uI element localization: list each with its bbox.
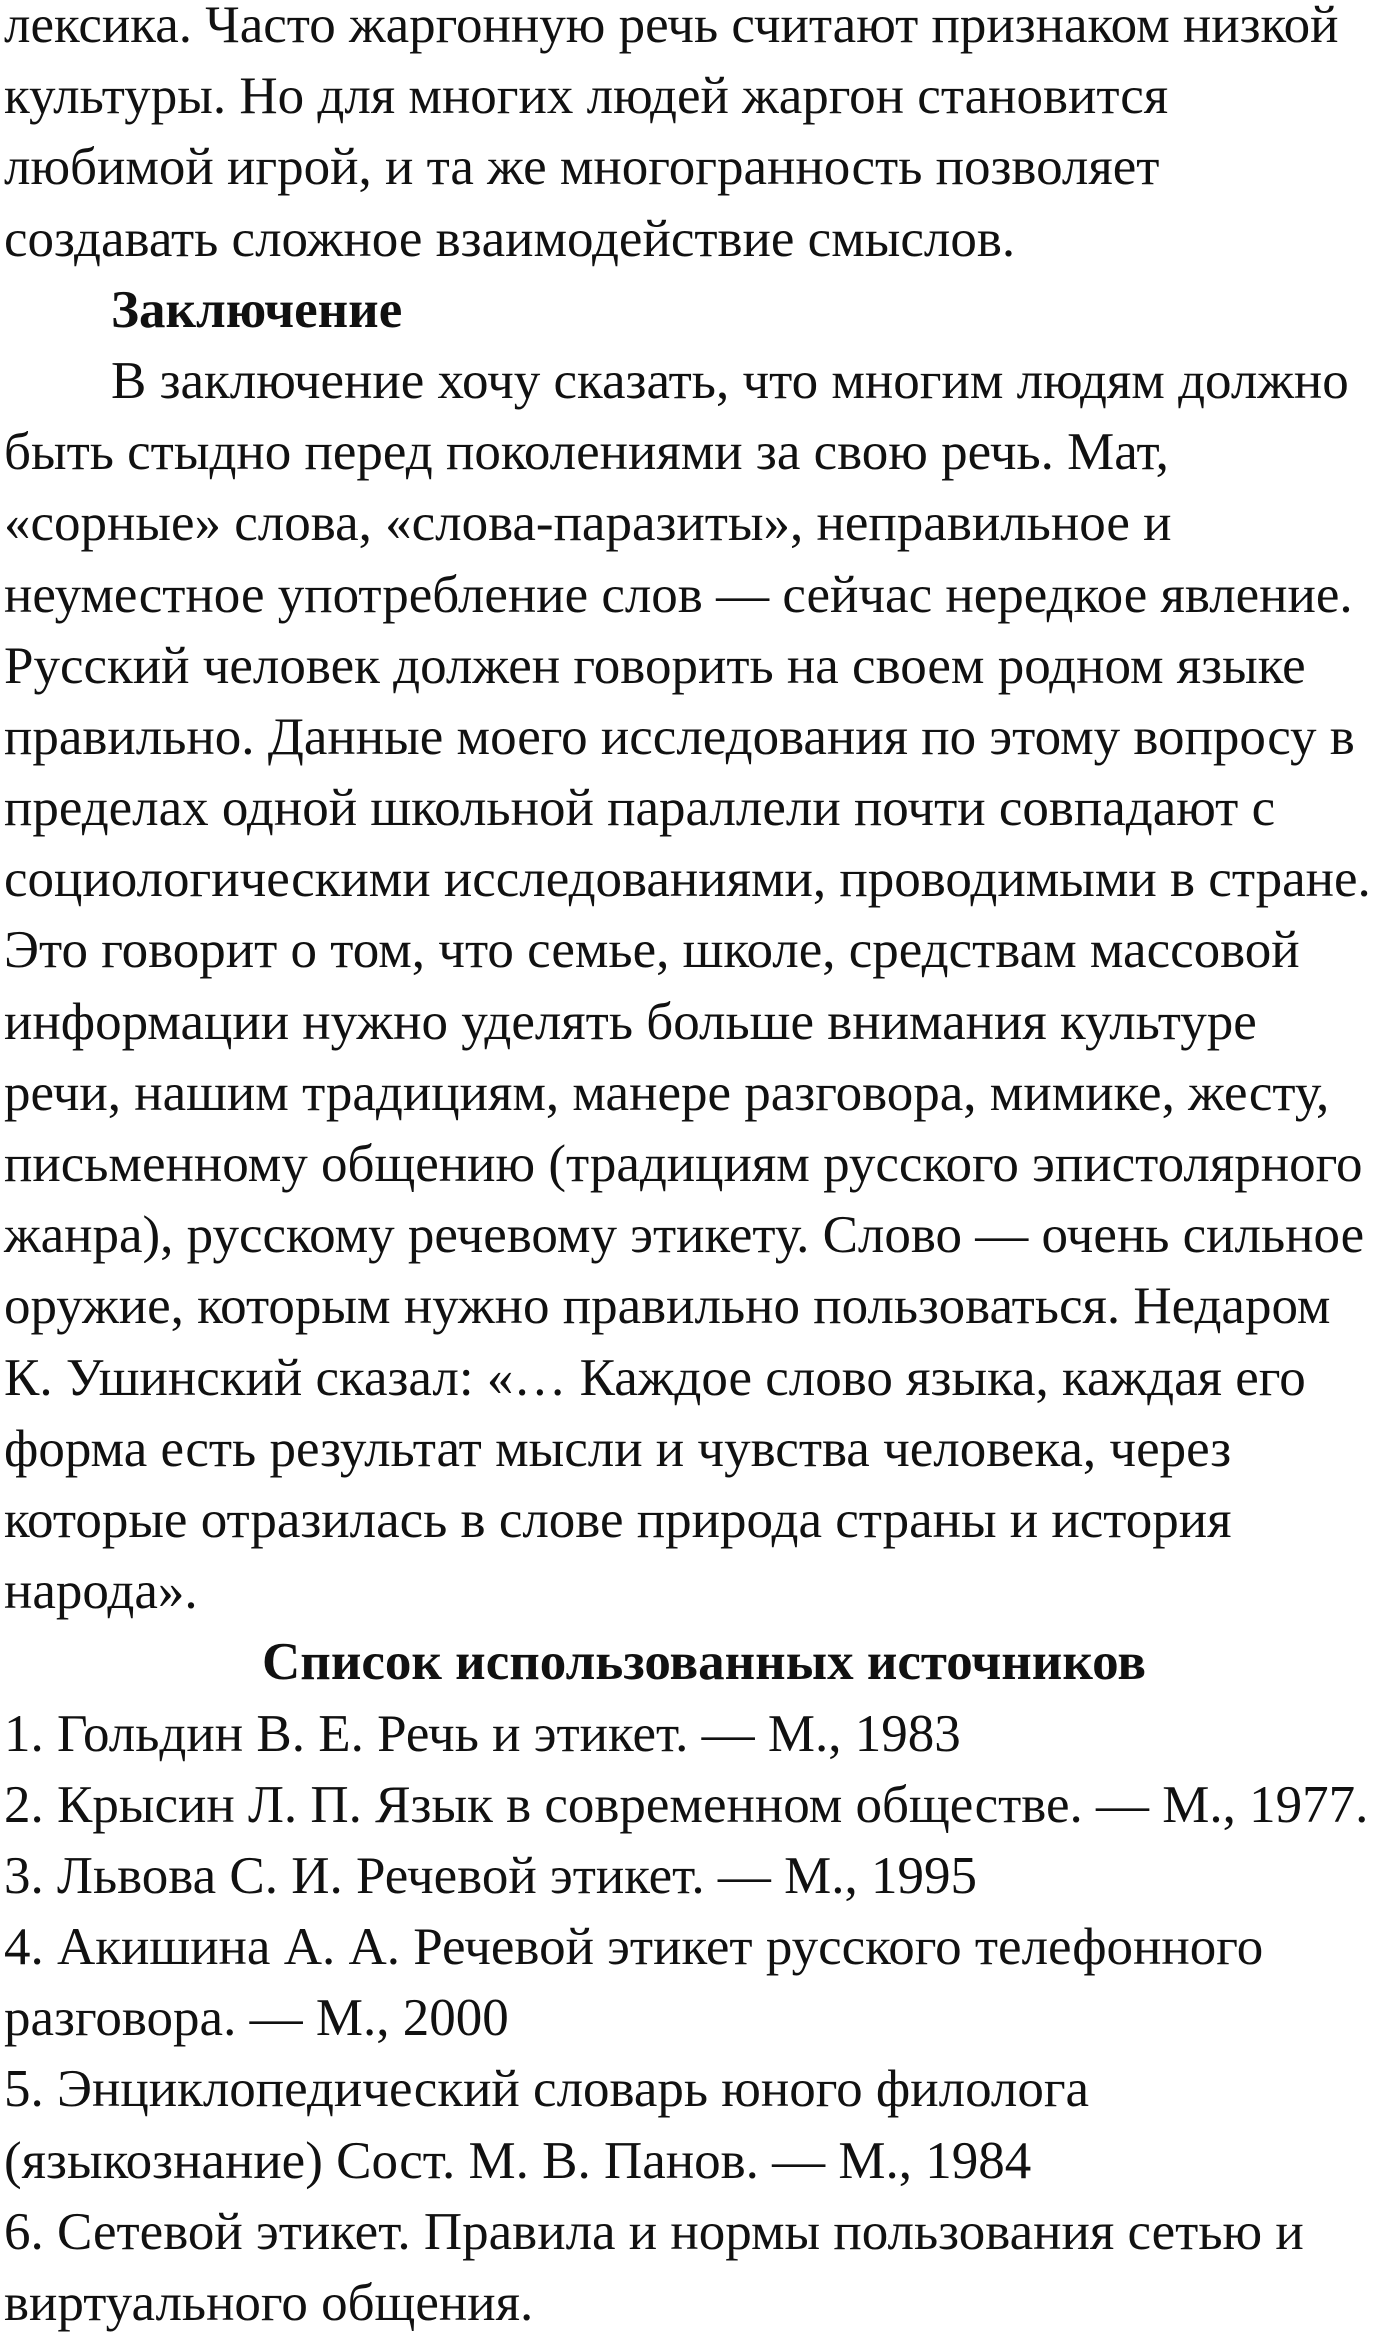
text-line: пределах одной школьной параллели почти совпадают с	[4, 773, 1394, 844]
reference-item-continuation: разговора. — М., 2000	[4, 1983, 1394, 2054]
text-line: оружие, которым нужно правильно пользоваться. Недаром	[4, 1271, 1394, 1342]
reference-item: 4. Акишина А. А. Речевой этикет русского телефонного	[4, 1912, 1394, 1983]
reference-item: 6. Сетевой этикет. Правила и нормы пользования сетью и	[4, 2197, 1394, 2268]
text-line: создавать сложное взаимодействие смыслов.	[4, 204, 1394, 275]
text-line: письменному общению (традициям русского эпистолярного	[4, 1129, 1394, 1200]
conclusion-heading: Заключение	[4, 275, 1394, 346]
reference-item: 1. Гольдин В. Е. Речь и этикет. — М., 1983	[4, 1699, 1394, 1770]
text-line: правильно. Данные моего исследования по этому вопросу в	[4, 702, 1394, 773]
text-line: культуры. Но для многих людей жаргон становится	[4, 61, 1394, 132]
text-line: жанра), русскому речевому этикету. Слово — очень сильное	[4, 1200, 1394, 1271]
text-line: социологическими исследованиями, проводимыми в стране.	[4, 844, 1394, 915]
text-line: любимой игрой, и та же многогранность позволяет	[4, 132, 1394, 203]
reference-item: 5. Энциклопедический словарь юного филолога	[4, 2054, 1394, 2125]
reference-item-continuation: виртуального общения.	[4, 2268, 1394, 2339]
references-heading: Список использованных источников	[4, 1627, 1400, 1698]
text-line: Это говорит о том, что семье, школе, средствам массовой	[4, 915, 1394, 986]
text-line: «сорные» слова, «слова-паразиты», неправильное и	[4, 488, 1394, 559]
intro-paragraph-end	[4, 0, 1394, 275]
text-line: лексика. Часто жаргонную речь считают признаком низкой	[4, 0, 1394, 61]
text-line: народа».	[4, 1556, 1394, 1627]
text-line: К. Ушинский сказал: «… Каждое слово языка, каждая его	[4, 1343, 1394, 1414]
text-line: быть стыдно перед поколениями за свою речь. Мат,	[4, 417, 1394, 488]
text-line: неуместное употребление слов — сейчас нередкое явление.	[4, 560, 1394, 631]
text-line: которые отразилась в слове природа страны и история	[4, 1485, 1394, 1556]
references-list	[4, 1699, 1394, 2339]
reference-item: 2. Крысин Л. П. Язык в современном обществе. — М., 1977.	[4, 1770, 1394, 1841]
reference-item-continuation: (языкознание) Сост. М. В. Панов. — М., 1984	[4, 2126, 1394, 2197]
text-line: речи, нашим традициям, манере разговора, мимике, жесту,	[4, 1058, 1394, 1129]
text-line: форма есть результат мысли и чувства человека, через	[4, 1414, 1394, 1485]
text-line: информации нужно уделять больше внимания культуре	[4, 987, 1394, 1058]
reference-item: 3. Львова С. И. Речевой этикет. — М., 1995	[4, 1841, 1394, 1912]
document-text	[4, 0, 1394, 2339]
text-line: Русский человек должен говорить на своем родном языке	[4, 631, 1394, 702]
text-line: В заключение хочу сказать, что многим людям должно	[4, 346, 1394, 417]
conclusion-paragraph	[4, 346, 1394, 1627]
